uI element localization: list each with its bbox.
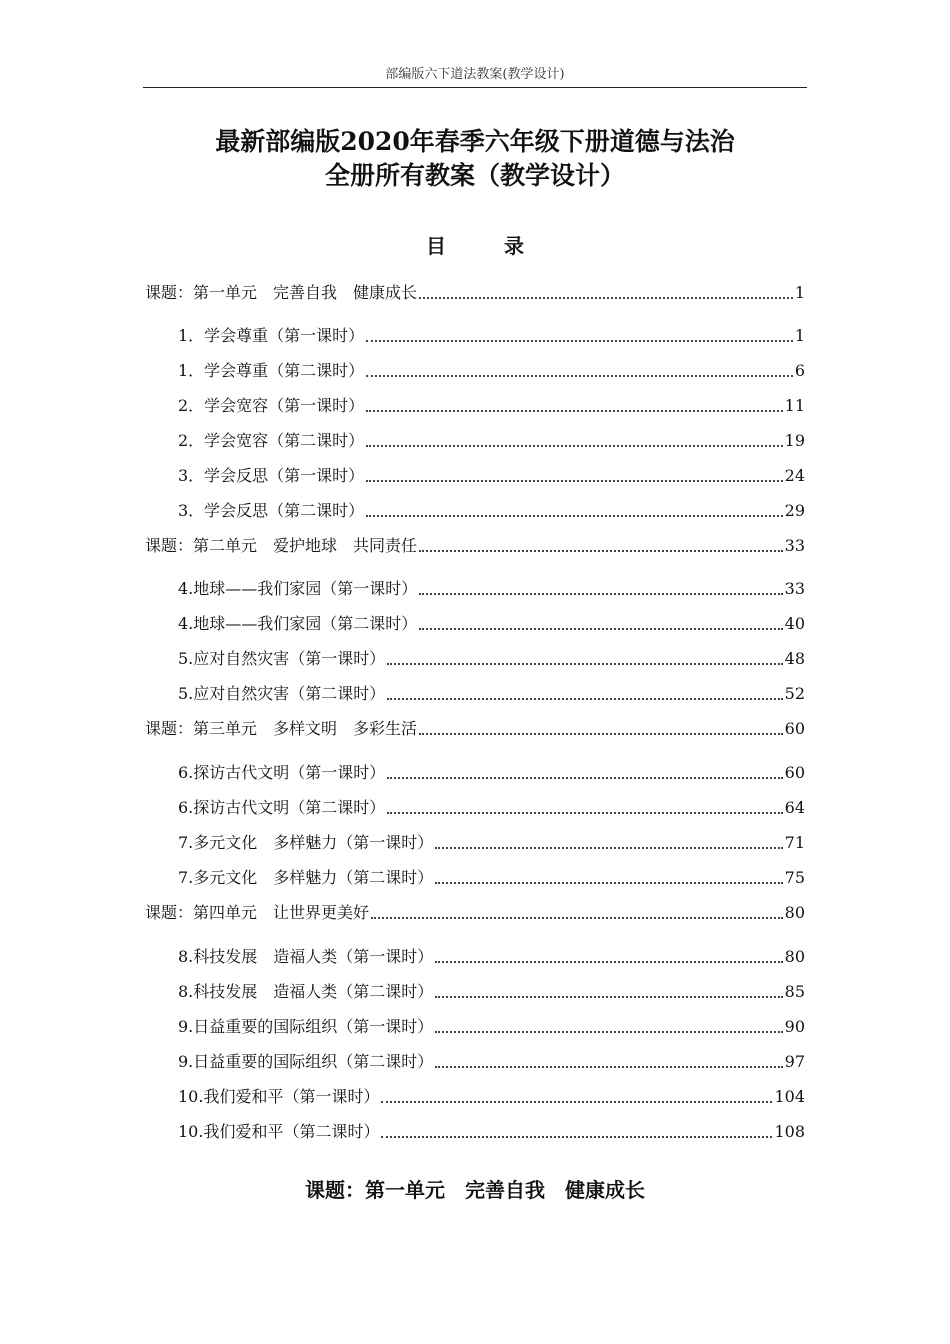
toc-entry-label: 3．学会反思（第一课时）: [178, 466, 365, 485]
toc-entry-lesson[interactable]: [178, 323, 805, 347]
toc-entry-label: 6.探访古代文明（第一课时）: [178, 763, 386, 782]
toc-entry-lesson[interactable]: [178, 830, 805, 854]
toc-entry-lesson[interactable]: [178, 944, 805, 968]
toc-entry-page: 60: [784, 763, 805, 782]
toc-entry-label: 7.多元文化 多样魅力（第一课时）: [178, 833, 434, 852]
toc-leader-dots: [381, 1101, 772, 1103]
toc-leader-dots: [435, 996, 782, 998]
toc-leader-dots: [419, 550, 783, 552]
toc-entry-lesson[interactable]: [178, 1084, 805, 1108]
toc-leader-dots: [419, 733, 783, 735]
toc-leader-dots: [419, 297, 793, 299]
toc-entry-page: 80: [784, 903, 805, 922]
toc-entry-page: 104: [774, 1087, 805, 1106]
toc-leader-dots: [366, 445, 782, 447]
toc-heading: 目录: [426, 234, 582, 258]
toc-entry-page: 33: [784, 536, 805, 555]
toc-entry-page: 48: [784, 649, 805, 668]
toc-leader-dots: [381, 1136, 772, 1138]
toc-entry-label: 课题：第一单元 完善自我 健康成长: [145, 283, 418, 302]
toc-entry-lesson[interactable]: [178, 1119, 805, 1143]
toc-entry-label: 5.应对自然灾害（第二课时）: [178, 684, 386, 703]
toc-entry-lesson[interactable]: [178, 498, 805, 522]
toc-entry-lesson[interactable]: [178, 865, 805, 889]
toc-leader-dots: [366, 480, 782, 482]
toc-entry-page: 60: [784, 719, 805, 738]
toc-leader-dots: [387, 663, 782, 665]
toc-entry-label: 1．学会尊重（第一课时）: [178, 326, 365, 345]
toc-entry-page: 90: [784, 1017, 805, 1036]
toc-entry-unit[interactable]: [145, 533, 805, 557]
toc-entry-label: 8.科技发展 造福人类（第一课时）: [178, 947, 434, 966]
toc-leader-dots: [366, 375, 793, 377]
toc-entry-page: 1: [794, 283, 805, 302]
toc-entry-lesson[interactable]: [178, 576, 805, 600]
toc-entry-page: 1: [794, 326, 805, 345]
toc-entry-page: 11: [784, 396, 805, 415]
toc-entry-label: 1．学会尊重（第二课时）: [178, 361, 365, 380]
toc-entry-page: 71: [784, 833, 805, 852]
document-title-line-1: 最新部编版2020年春季六年级下册道德与法治: [215, 127, 735, 156]
toc-entry-label: 课题：第二单元 爱护地球 共同责任: [145, 536, 418, 555]
toc-entry-page: 80: [784, 947, 805, 966]
toc-entry-lesson[interactable]: [178, 611, 805, 635]
toc-entry-label: 4.地球——我们家园（第一课时）: [178, 579, 418, 598]
toc-entry-page: 97: [784, 1052, 805, 1071]
toc-entry-label: 2．学会宽容（第一课时）: [178, 396, 365, 415]
toc-leader-dots: [387, 777, 782, 779]
toc-leader-dots: [366, 515, 782, 517]
toc-leader-dots: [435, 1031, 782, 1033]
toc-entry-label: 6.探访古代文明（第二课时）: [178, 798, 386, 817]
toc-entry-lesson[interactable]: [178, 979, 805, 1003]
toc-leader-dots: [366, 410, 782, 412]
toc-leader-dots: [435, 847, 782, 849]
toc-entry-label: 课题：第三单元 多样文明 多彩生活: [145, 719, 418, 738]
toc-entry-lesson[interactable]: [178, 760, 805, 784]
toc-entry-label: 5.应对自然灾害（第一课时）: [178, 649, 386, 668]
toc-entry-label: 9.日益重要的国际组织（第二课时）: [178, 1052, 434, 1071]
toc-entry-lesson[interactable]: [178, 1014, 805, 1038]
toc-entry-lesson[interactable]: [178, 1049, 805, 1073]
toc-leader-dots: [419, 593, 782, 595]
toc-entry-page: 19: [784, 431, 805, 450]
toc-entry-label: 10.我们爱和平（第二课时）: [178, 1122, 380, 1141]
toc-leader-dots: [435, 961, 782, 963]
toc-leader-dots: [435, 1066, 782, 1068]
toc-entry-page: 52: [784, 684, 805, 703]
toc-entry-label: 课题：第四单元 让世界更美好: [145, 903, 370, 922]
toc-entry-page: 64: [784, 798, 805, 817]
toc-entry-label: 9.日益重要的国际组织（第一课时）: [178, 1017, 434, 1036]
toc-entry-lesson[interactable]: [178, 795, 805, 819]
toc-entry-label: 3．学会反思（第二课时）: [178, 501, 365, 520]
toc-leader-dots: [371, 917, 783, 919]
toc-leader-dots: [387, 698, 782, 700]
toc-entry-page: 108: [774, 1122, 805, 1141]
toc-entry-label: 7.多元文化 多样魅力（第二课时）: [178, 868, 434, 887]
toc-leader-dots: [419, 628, 782, 630]
running-header: 部编版六下道法教案(教学设计): [143, 66, 807, 88]
toc-entry-unit[interactable]: [145, 716, 805, 740]
document-title-line-2: 全册所有教案（教学设计）: [324, 161, 625, 190]
section-heading: 课题：第一单元 完善自我 健康成长: [305, 1178, 645, 1202]
toc-entry-label: 10.我们爱和平（第一课时）: [178, 1087, 380, 1106]
toc-leader-dots: [387, 812, 782, 814]
toc-entry-lesson[interactable]: [178, 428, 805, 452]
toc-entry-lesson[interactable]: [178, 358, 805, 382]
toc-entry-page: 85: [784, 982, 805, 1001]
toc-entry-lesson[interactable]: [178, 463, 805, 487]
toc-leader-dots: [366, 340, 793, 342]
toc-entry-unit[interactable]: [145, 280, 805, 304]
toc-entry-label: 8.科技发展 造福人类（第二课时）: [178, 982, 434, 1001]
toc-entry-page: 29: [784, 501, 805, 520]
toc-entry-page: 6: [794, 361, 805, 380]
toc-entry-label: 4.地球——我们家园（第二课时）: [178, 614, 418, 633]
toc-entry-page: 40: [784, 614, 805, 633]
toc-leader-dots: [435, 882, 782, 884]
toc-entry-lesson[interactable]: [178, 393, 805, 417]
toc-entry-page: 24: [784, 466, 805, 485]
toc-entry-unit[interactable]: [145, 900, 805, 924]
toc-entry-page: 75: [784, 868, 805, 887]
toc-entry-lesson[interactable]: [178, 681, 805, 705]
toc-entry-lesson[interactable]: [178, 646, 805, 670]
toc-entry-page: 33: [784, 579, 805, 598]
toc-entry-label: 2．学会宽容（第二课时）: [178, 431, 365, 450]
